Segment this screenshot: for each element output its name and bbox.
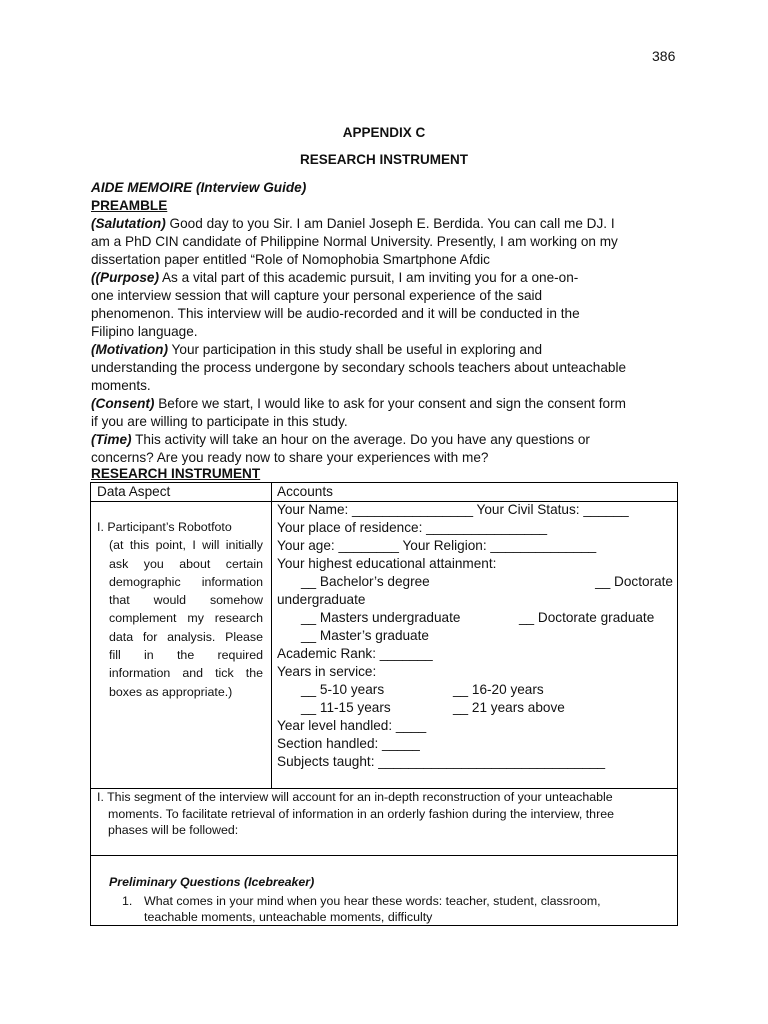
preamble-heading: PREAMBLE — [91, 198, 168, 213]
salutation-paragraph — [91, 215, 678, 269]
bachelor-option[interactable]: __ Bachelor’s degree — [301, 574, 430, 589]
education-row-1 — [277, 573, 673, 591]
years-row-1 — [277, 681, 673, 699]
years-in-service-label: Years in service: — [277, 664, 377, 679]
question-1-line-1: What comes in your mind when you hear these words: teacher, student, classroom, — [144, 893, 601, 908]
segment-line-3: phases will be followed: — [108, 823, 239, 837]
time-label: (Time) — [91, 432, 132, 447]
years-5-10-option[interactable]: __ 5-10 years — [301, 682, 385, 697]
residence-field[interactable]: Your place of residence: ________________ — [277, 520, 548, 535]
consent-line-1: (Consent) Before we start, I would like to ask for your consent and sign the consent form — [91, 396, 626, 411]
page-title: RESEARCH INSTRUMENT — [299, 152, 468, 167]
segment-bottom-divider — [91, 855, 677, 856]
motivation-paragraph — [91, 341, 678, 395]
doctorate-option[interactable]: __ Doctorate — [595, 574, 673, 589]
years-16-20-option[interactable]: __ 16-20 years — [453, 682, 544, 697]
time-line-2: concerns? Are you ready now to share your experiences with me? — [91, 450, 489, 465]
purpose-line-1: ((Purpose) As a vital part of this academic pursuit, I am inviting you for a one-on- — [91, 270, 579, 285]
consent-line-2: if you are willing to participate in this study. — [91, 414, 348, 429]
purpose-line-4: Filipino language. — [91, 324, 198, 339]
robotfoto-title: I. Participant’s Robotfoto — [97, 520, 232, 534]
aide-memoire-heading: AIDE MEMOIRE (Interview Guide) — [91, 180, 307, 195]
motivation-label: (Motivation) — [91, 342, 169, 357]
preamble-section — [91, 179, 678, 467]
motivation-line-1: (Motivation) Your participation in this study shall be useful in exploring and — [91, 342, 543, 357]
salutation-line-3: dissertation paper entitled “Role of Nomophobia Smartphone Afdic — [91, 252, 490, 267]
robotfoto-line-9: boxes as appropriate.) — [109, 684, 233, 699]
years-21-above-option[interactable]: __ 21 years above — [453, 700, 565, 715]
page-number: 386 — [652, 48, 676, 64]
doctorate-graduate-option[interactable]: __ Doctorate graduate — [519, 610, 655, 625]
year-level-field[interactable]: Year level handled: ____ — [277, 718, 427, 733]
accounts-cell — [277, 501, 673, 771]
research-instrument-table — [90, 482, 678, 926]
research-instrument-heading: RESEARCH INSTRUMENT — [91, 466, 261, 481]
time-line-1: (Time) This activity will take an hour on the average. Do you have any questions or — [91, 432, 590, 447]
motivation-line-3: moments. — [91, 378, 151, 393]
accounts-header: Accounts — [277, 484, 333, 499]
years-row-2 — [277, 699, 673, 717]
robotfoto-line-2: ask you about certain — [109, 556, 263, 571]
preliminary-heading: Preliminary Questions (Icebreaker) — [109, 875, 315, 889]
purpose-paragraph — [91, 269, 678, 341]
question-1 — [109, 893, 673, 926]
masters-undergraduate-option[interactable]: __ Masters undergraduate — [301, 610, 461, 625]
salutation-line-1: (Salutation) Good day to you Sir. I am Daniel Joseph E. Berdida. You can call me DJ. I — [91, 216, 615, 231]
participant-robotfoto-cell — [97, 518, 263, 701]
segment-line-2: moments. To facilitate retrieval of information in an orderly fashion during the interview, three — [108, 806, 614, 821]
salutation-line-2: am a PhD CIN candidate of Philippine Normal University. Presently, I am working on my — [91, 234, 618, 249]
robotfoto-line-3: demographic information — [109, 574, 263, 589]
age-religion-field[interactable]: Your age: ________ Your Religion: ______________ — [277, 538, 597, 553]
academic-rank-field[interactable]: Academic Rank: _______ — [277, 646, 433, 661]
purpose-line-2: one interview session that will capture your personal experience of the said — [91, 288, 543, 303]
appendix-label: APPENDIX C — [342, 125, 426, 140]
name-civil-status-field[interactable]: Your Name: ________________ Your Civil Status: ______ — [277, 502, 629, 517]
column-divider — [271, 483, 272, 788]
robotfoto-line-1: (at this point, I will initially — [109, 538, 263, 553]
segment-cell — [97, 789, 673, 839]
section-field[interactable]: Section handled: _____ — [277, 736, 420, 751]
years-11-15-option[interactable]: __ 11-15 years — [301, 700, 391, 715]
education-row-2 — [277, 609, 673, 627]
education-label: Your highest educational attainment: — [277, 556, 497, 571]
undergraduate-label: undergraduate — [277, 592, 366, 607]
question-1-number: 1. — [122, 893, 133, 908]
subjects-field[interactable]: Subjects taught: ______________________________ — [277, 754, 606, 769]
question-1-line-2: teachable moments, unteachable moments, difficulty — [144, 910, 433, 924]
salutation-label: (Salutation) — [91, 216, 166, 231]
purpose-line-3: phenomenon. This interview will be audio-recorded and it will be conducted in the — [91, 306, 580, 321]
robotfoto-line-6: data for analysis. Please — [109, 629, 263, 644]
robotfoto-line-5: complement my research — [109, 611, 263, 626]
time-paragraph — [91, 431, 678, 467]
robotfoto-line-7: fill in the required — [109, 648, 263, 663]
robotfoto-line-8: information and tick the — [109, 666, 263, 681]
consent-paragraph — [91, 395, 678, 431]
segment-line-1: I. This segment of the interview will account for an in-depth reconstruction of your unteachable — [97, 790, 613, 804]
purpose-label: ((Purpose) — [91, 270, 159, 285]
robotfoto-line-4: that would somehow — [109, 593, 263, 608]
preliminary-cell — [109, 874, 673, 926]
masters-graduate-option[interactable]: __ Master’s graduate — [301, 628, 429, 643]
motivation-line-2: understanding the process undergone by secondary schools teachers about unteachable — [91, 360, 627, 375]
data-aspect-header: Data Aspect — [97, 484, 171, 499]
consent-label: (Consent) — [91, 396, 155, 411]
